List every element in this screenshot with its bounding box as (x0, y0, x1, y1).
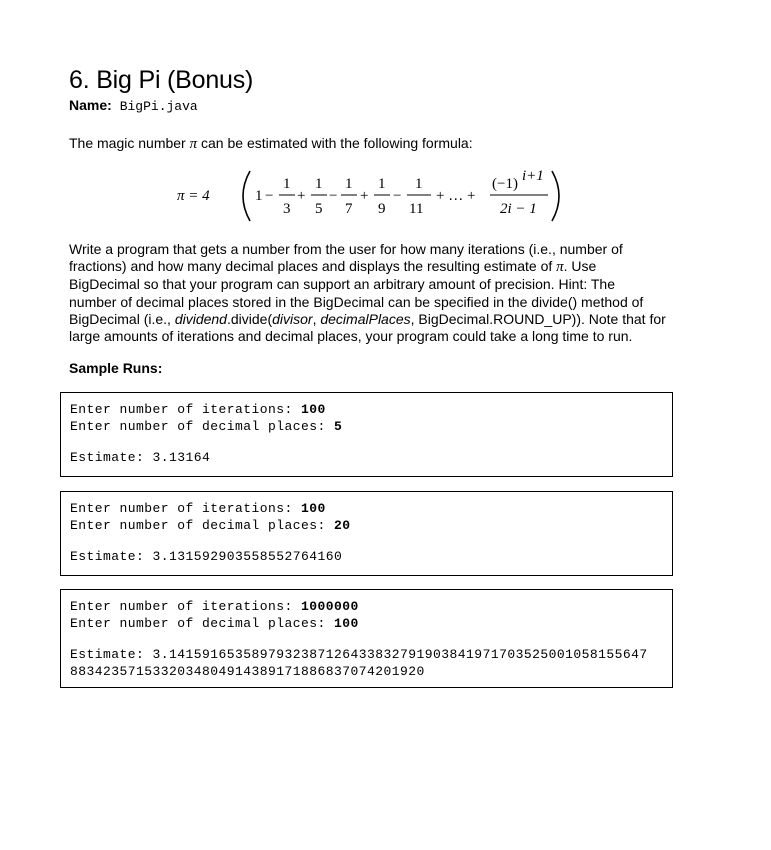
page-title: 6. Big Pi (Bonus) (69, 66, 254, 94)
iterations-prompt: Enter number of iterations: (70, 501, 302, 516)
sample-run-box (60, 491, 673, 576)
para-line-3: BigDecimal so that your program can support an arbitrary amount of precision. Hint: The (69, 276, 615, 293)
para-line-2 (69, 258, 709, 276)
num-5: 1 (415, 176, 423, 192)
intro-rest: can be estimated with the following formula: (201, 135, 473, 151)
decimal-places-prompt: Enter number of decimal places: (70, 615, 335, 631)
dividend-term: dividend (174, 310, 227, 327)
num-1: 1 (283, 176, 291, 192)
last-exponent: i+1 (522, 168, 544, 184)
para-line-5-post: , BigDecimal.ROUND_UP)). Note that for (410, 310, 666, 327)
right-paren (552, 171, 559, 221)
estimate-line: Estimate: 3.13164 (70, 450, 211, 465)
para-line-4: number of decimal places stored in the BigDecimal can be specified in the divide() method of (69, 293, 644, 310)
divisor-term: divisor (272, 310, 313, 327)
num-4: 1 (378, 176, 386, 192)
iterations-line (70, 402, 663, 419)
last-numerator: (−1) (492, 176, 518, 192)
iterations-line (70, 599, 663, 616)
num-3: 1 (345, 176, 353, 192)
comma: , (312, 310, 317, 327)
sample-run-box (60, 589, 673, 688)
op-6: + … + (436, 188, 476, 204)
formula-lhs: π = 4 (177, 188, 210, 204)
iterations-value: 100 (301, 402, 326, 417)
decimal-places-prompt: Enter number of decimal places: (70, 418, 335, 434)
iterations-value: 1000000 (301, 599, 359, 614)
formula-one: 1 (255, 188, 263, 204)
pi-formula (0, 165, 771, 227)
para-line-2a: fractions) and how many decimal places and displays the resulting estimate of (69, 258, 553, 275)
instructions-paragraph (69, 241, 709, 345)
op-4: + (360, 188, 369, 204)
iterations-prompt: Enter number of iterations: (70, 402, 302, 417)
estimate-line: Estimate: 3.131592903558552764160 (70, 549, 343, 564)
intro-sentence (69, 135, 473, 153)
decimal-places-line (70, 518, 663, 535)
den-4: 9 (378, 201, 386, 217)
den-1: 3 (283, 201, 291, 217)
den-3: 7 (345, 201, 353, 217)
sample-runs-heading: Sample Runs: (69, 360, 163, 376)
left-paren (243, 171, 250, 221)
pi-symbol-inline: π (556, 259, 564, 276)
para-line-5 (69, 311, 709, 328)
iterations-value: 100 (301, 501, 326, 516)
iterations-line (70, 501, 663, 518)
sample-run-box (60, 392, 673, 477)
decimal-places-prompt: Enter number of decimal places: (70, 517, 335, 533)
op-3: − (329, 188, 338, 204)
para-line-5-pre: BigDecimal (i.e., (69, 310, 171, 327)
op-5: − (393, 188, 402, 204)
num-2: 1 (315, 176, 323, 192)
den-2: 5 (315, 201, 323, 217)
decimal-places-term: decimalPlaces (320, 310, 411, 327)
para-line-2b: . Use (563, 258, 597, 275)
decimal-places-line (70, 616, 663, 633)
para-line-6: large amounts of iterations and decimal places, your program could take a long time to run. (69, 328, 633, 345)
name-line (69, 97, 198, 114)
den-5: 11 (409, 201, 424, 217)
last-denominator: 2i − 1 (500, 201, 537, 217)
estimate-line-1: Estimate: 3.1415916535897932387126433832791903841971703525001058155647 (70, 647, 648, 662)
name-label: Name: (69, 97, 112, 113)
iterations-prompt: Enter number of iterations: (70, 599, 302, 614)
para-line-1: Write a program that gets a number from the user for how many iterations (i.e., number of (69, 241, 623, 257)
file-name: BigPi.java (119, 99, 198, 114)
pi-symbol: π (189, 136, 198, 152)
op-2: + (297, 188, 306, 204)
intro-text: The magic number (69, 135, 186, 151)
decimal-places-value: 5 (334, 418, 343, 434)
formula-graphic (0, 165, 771, 227)
decimal-places-value: 20 (334, 517, 351, 533)
divide-call: .divide( (226, 310, 273, 327)
decimal-places-value: 100 (334, 615, 359, 631)
op-1: − (265, 188, 274, 204)
decimal-places-line (70, 419, 663, 436)
estimate-line-2: 8834235715332034804914389171886837074201920 (70, 663, 425, 679)
